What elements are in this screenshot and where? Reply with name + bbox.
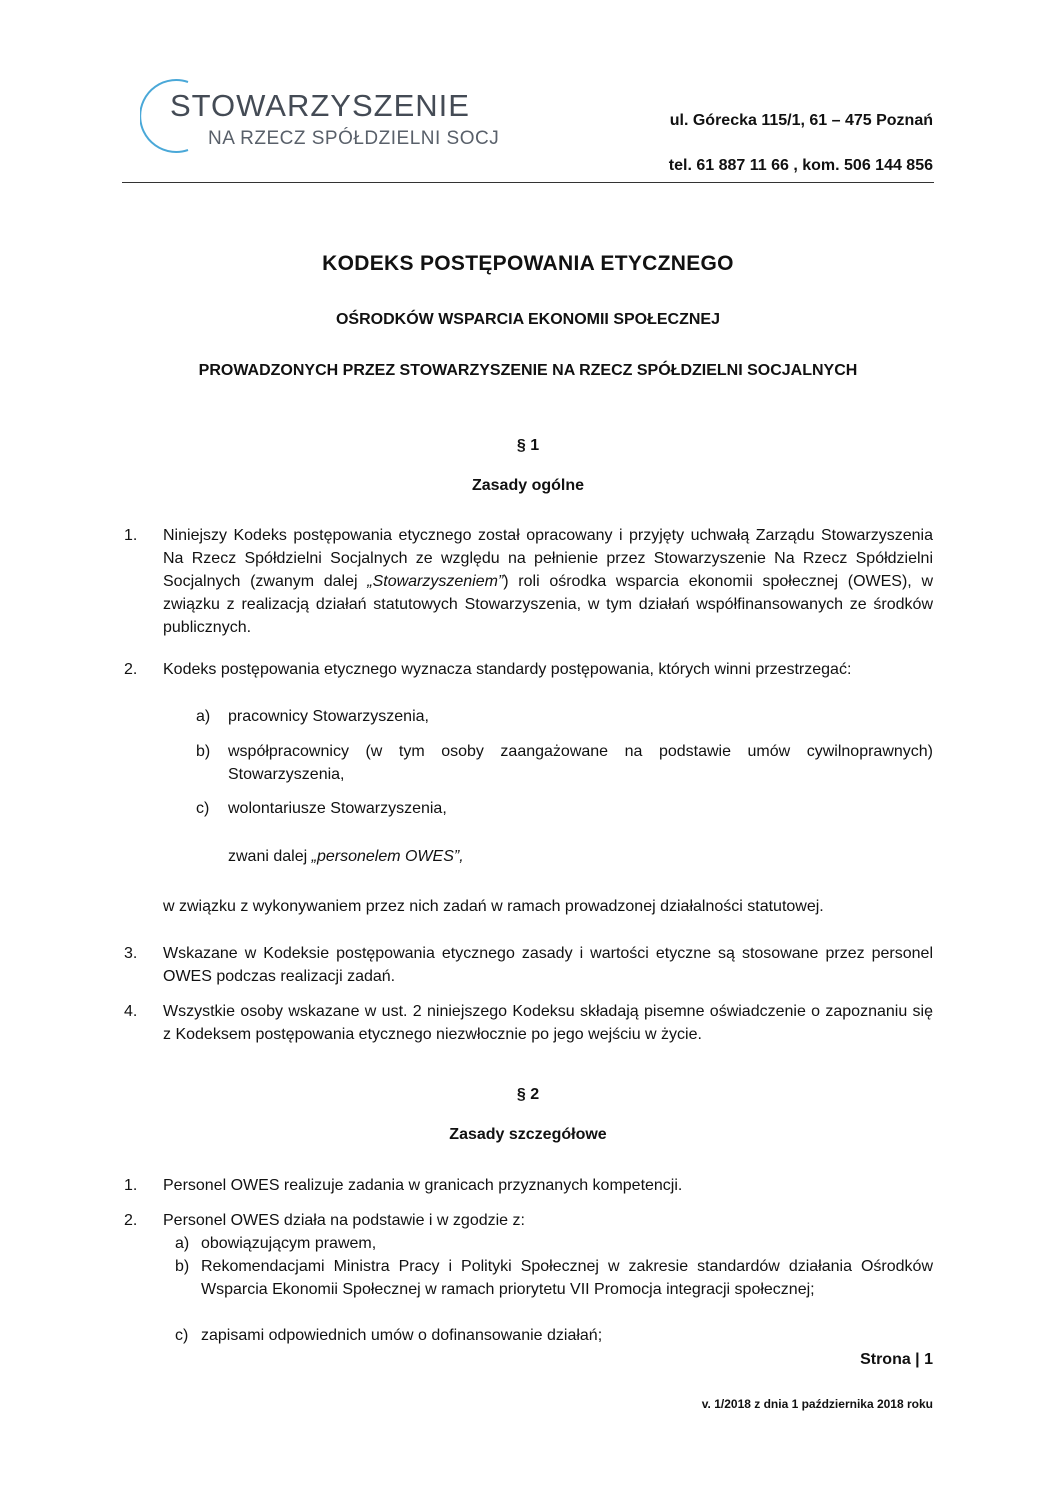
section-2-number: § 2 [516, 1086, 540, 1103]
item-text: Niniejszy Kodeks postępowania etycznego został opracowany i przyjęty uchwałą Zarządu Stowarzyszenia Na Rzecz Spółdzielni Socjalnych ze względu na pełnienie przez Stowarzyszenie Na Rzecz Spółdzielni Socjalnych (zwanym dalej [163, 527, 933, 590]
document-version: v. 1/2018 z dnia 1 października 2018 roku [701, 1397, 933, 1411]
item-text-italic: „Stowarzyszeniem” [367, 573, 504, 590]
section-1-item-3: Wskazane w Kodeksie postępowania etycznego zasady i wartości etyczne są stosowane przez personel OWES podczas realizacji zadań. [163, 945, 933, 985]
item-number: 3. [124, 945, 138, 962]
section-2-item-1: Personel OWES realizuje zadania w granicach przyznanych kompetencji. [163, 1177, 683, 1194]
document-subtitle-1: OŚRODKÓW WSPARCIA EKONOMII SPOŁECZNEJ [335, 311, 720, 328]
sub-item-letter: c) [175, 1327, 189, 1344]
sub-item-letter: a) [175, 1235, 190, 1252]
section-1-number: § 1 [516, 437, 540, 454]
sub-item-text: pracownicy Stowarzyszenia, [228, 708, 429, 725]
header-divider [122, 182, 934, 183]
document-title: KODEKS POSTĘPOWANIA ETYCZNEGO [322, 252, 734, 275]
document-subtitle-2: PROWADZONYCH PRZEZ STOWARZYSZENIE NA RZECZ SPÓŁDZIELNI SOCJALNYCH [198, 362, 858, 379]
section-1-item-4: Wszystkie osoby wskazane w ust. 2 niniejszego Kodeksu składają pisemne oświadczenie o zapoznaniu się z Kodeksem postępowania etycznego niezwłocznie po jego wejściu w życie. [163, 1003, 933, 1043]
called-definition [228, 845, 464, 868]
section-1-item-2: Kodeks postępowania etycznego wyznacza standardy postępowania, których winni przestrzegać: [163, 661, 852, 678]
sub-item-letter: b) [196, 743, 211, 760]
section-2-heading: Zasady szczegółowe [449, 1126, 607, 1143]
header-address: ul. Górecka 115/1, 61 – 475 Poznań [669, 112, 933, 129]
section-1-item-1 [163, 524, 933, 639]
item-number: 2. [124, 1212, 138, 1229]
item-number: 1. [124, 527, 138, 544]
logo-text-line1: STOWARZYSZENIE [170, 88, 470, 123]
sub-item-text: wolontariusze Stowarzyszenia, [228, 800, 447, 817]
item-number: 4. [124, 1003, 138, 1020]
sub-item-text: współpracownicy (w tym osoby zaangażowane na podstawie umów cywilnoprawnych) Stowarzyszenia, [228, 743, 933, 783]
logo-text-line2: NA RZECZ SPÓŁDZIELNI SOCJ [208, 128, 500, 149]
sub-item-text: obowiązującym prawem, [201, 1235, 377, 1252]
header-phone: tel. 61 887 11 66 , kom. 506 144 856 [668, 157, 933, 174]
item-text: ) roli ośrodka wsparcia ekonomii społecznej (OWES), w związku z realizacją działań statutowych Stowarzyszenia, w tym działań współfinansowanych ze środków publicznych. [163, 573, 933, 636]
item-2-closing: w związku z wykonywaniem przez nich zadań w ramach prowadzonej działalności statutowej. [163, 898, 824, 915]
item-number: 1. [124, 1177, 138, 1194]
section-2-item-2: Personel OWES działa na podstawie i w zgodzie z: [163, 1212, 525, 1229]
sub-item-letter: a) [196, 708, 211, 725]
sub-item-letter: c) [196, 800, 210, 817]
organization-logo [140, 76, 500, 156]
called-prefix: zwani dalej [228, 848, 312, 865]
item-number: 2. [124, 661, 138, 678]
sub-item-letter: b) [175, 1258, 190, 1275]
section-1-heading: Zasady ogólne [471, 477, 585, 494]
sub-item-text: zapisami odpowiednich umów o dofinansowanie działań; [201, 1327, 603, 1344]
sub-item-text: Rekomendacjami Ministra Pracy i Polityki Społecznej w zakresie standardów działania Ośrodków Wsparcia Ekonomii Społecznej w ramach priorytetu VII Promocja integracji społecznej; [201, 1258, 933, 1298]
page-number: Strona | 1 [860, 1351, 933, 1368]
called-italic: „personelem OWES”, [311, 848, 464, 865]
